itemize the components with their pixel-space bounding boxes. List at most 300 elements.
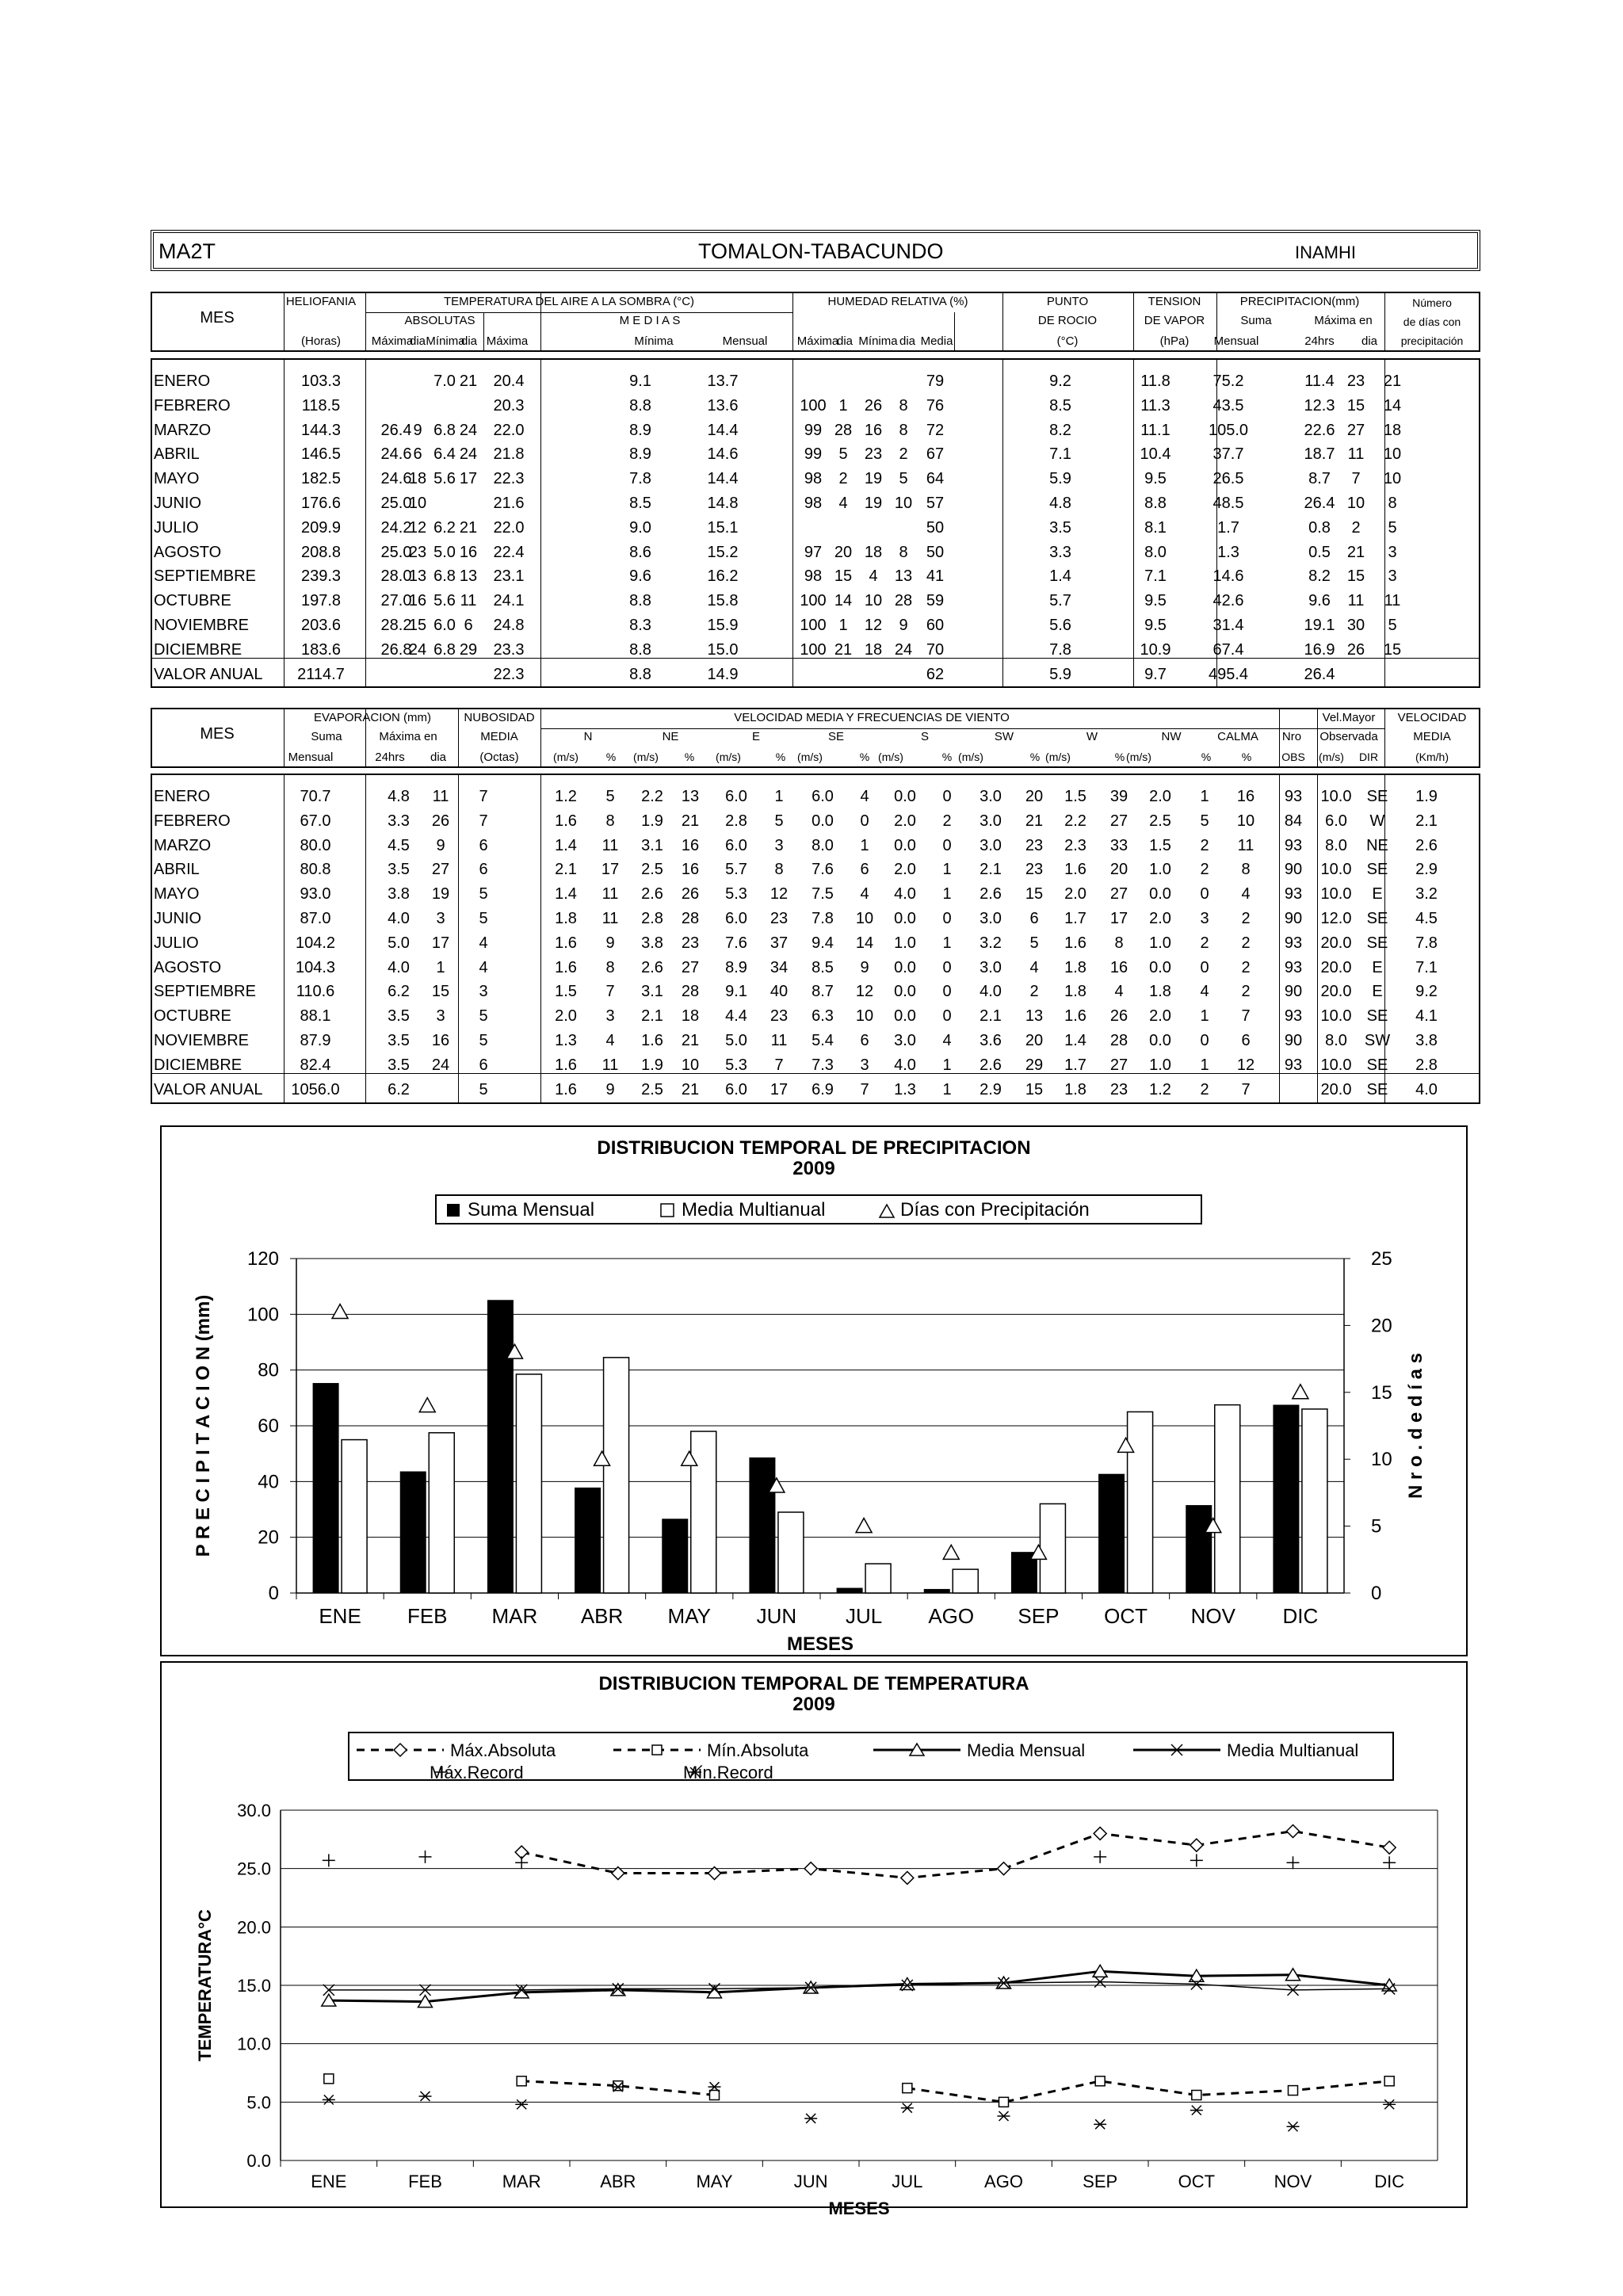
media-label: MEDIA <box>480 730 518 743</box>
data-point <box>1094 1851 1106 1863</box>
y-tick-label: 60 <box>258 1415 279 1437</box>
humedad-label: HUMEDAD RELATIVA (%) <box>827 295 968 308</box>
table-cell: 20 <box>1109 861 1128 879</box>
table-cell: 24 <box>431 1056 450 1074</box>
table-cell: 10 <box>681 1056 700 1074</box>
table-cell: 2.1 <box>641 1007 663 1026</box>
table-cell: 18 <box>681 1007 700 1026</box>
subheader-media: Media <box>920 334 953 348</box>
divider <box>540 728 1384 729</box>
mensual-label: Mensual <box>1213 334 1259 348</box>
table-cell: 18 <box>864 640 883 659</box>
table-cell: 59 <box>926 592 945 610</box>
ms-label: (m/s) <box>1126 751 1151 763</box>
table-cell: 8.8 <box>629 396 651 415</box>
table-cell: 8.8 <box>629 666 651 683</box>
bar-media-multianual <box>865 1564 891 1593</box>
table-cell: 6 <box>479 1056 488 1074</box>
table-cell: 1.4 <box>1064 1032 1086 1049</box>
divider <box>458 708 459 768</box>
table-cell: 4 <box>838 495 848 512</box>
table-cell: 2.1 <box>980 1007 1002 1026</box>
table-cell: 9.5 <box>1144 470 1167 488</box>
table-cell: 2.0 <box>894 812 916 830</box>
table-cell: 14.4 <box>707 421 739 439</box>
table-cell: 1 <box>1200 1056 1209 1074</box>
x-tick-label: JUN <box>793 2172 828 2191</box>
table-cell: 2.9 <box>1415 861 1438 879</box>
legend-swatch <box>661 1204 674 1217</box>
table-cell: 6 <box>413 445 422 464</box>
table-cell: 21 <box>1025 812 1044 830</box>
table-cell: 10 <box>855 910 874 927</box>
table-cell: 93.0 <box>300 885 331 904</box>
month-label: ENERO <box>154 372 211 390</box>
table-cell: 1.6 <box>641 1032 663 1049</box>
table-cell: 7 <box>479 788 488 805</box>
ms-label: (m/s) <box>878 751 903 763</box>
pct-label: % <box>1029 751 1041 763</box>
table-cell: 0.0 <box>812 812 834 830</box>
table-cell: 1 <box>838 396 848 415</box>
table-cell: 98 <box>804 495 823 512</box>
table-cell: 103.3 <box>300 372 342 390</box>
table-cell: 2.5 <box>641 861 663 879</box>
data-point <box>710 2090 720 2099</box>
table-cell: 21 <box>1383 372 1402 390</box>
y2-tick-label: 15 <box>1371 1381 1392 1404</box>
divider <box>1384 292 1385 352</box>
table-cell: 14.4 <box>707 470 739 488</box>
table-cell: 6 <box>860 1032 869 1049</box>
table-cell: 23 <box>681 934 700 952</box>
x-tick-label: FEB <box>407 1604 448 1628</box>
table-cell: 1.6 <box>555 958 577 976</box>
y2-tick-label: 5 <box>1371 1515 1382 1538</box>
table-cell: 2.8 <box>725 812 747 830</box>
table-cell: 15 <box>834 567 853 586</box>
table-cell: 27 <box>1346 421 1365 439</box>
table-cell: 3 <box>1200 910 1209 927</box>
table-cell: 16 <box>408 592 427 610</box>
table-cell: 24.2 <box>380 518 412 537</box>
y2-tick-label: 10 <box>1371 1449 1392 1471</box>
y-tick-label: 20 <box>258 1526 279 1549</box>
chart-title: DISTRIBUCION TEMPORAL DE TEMPERATURA <box>598 1673 1029 1694</box>
table-cell: 19 <box>864 470 883 488</box>
table-cell: 8.2 <box>1308 567 1331 586</box>
table-cell: 8 <box>899 421 908 439</box>
legend-label: Mín.Record <box>683 1763 773 1782</box>
ms-label: (m/s) <box>633 751 659 763</box>
table-cell: 6 <box>464 617 473 634</box>
table-cell: 13 <box>681 788 700 805</box>
table-cell: 28 <box>834 421 853 439</box>
table-cell: 12 <box>1236 1056 1255 1074</box>
table-cell: 93 <box>1284 836 1303 854</box>
table-cell: 20 <box>834 543 853 561</box>
table-cell: 16 <box>459 543 478 561</box>
table-cell: 495.4 <box>1208 666 1249 683</box>
table-cell: 7 <box>860 1081 869 1098</box>
table-cell: 4.4 <box>725 1007 747 1026</box>
evap-label: EVAPORACION (mm) <box>313 711 432 724</box>
table-cell: 20.4 <box>493 372 525 390</box>
table-cell: 1.6 <box>555 934 577 952</box>
table-cell: SE <box>1366 1081 1388 1098</box>
table-cell: 21 <box>681 1032 700 1049</box>
table-cell: 6 <box>1241 1032 1251 1049</box>
subheader-dia: dia <box>409 334 426 348</box>
table-cell: 13 <box>408 567 427 586</box>
table-cell: 7 <box>774 1056 784 1074</box>
table-cell: E <box>1372 983 1383 1001</box>
table-cell: 23 <box>1025 861 1044 879</box>
table-cell: 7.8 <box>629 470 651 488</box>
subheader-maxima: Máxima <box>486 334 529 348</box>
x-tick-label: SEP <box>1083 2172 1118 2191</box>
table-cell: 4 <box>860 788 869 805</box>
ms-label: (m/s) <box>958 751 983 763</box>
table-cell: 2 <box>1351 518 1361 537</box>
table-cell: 1.7 <box>1064 1056 1086 1074</box>
table-cell: 104.3 <box>295 958 336 976</box>
table-cell: 27 <box>681 958 700 976</box>
legend-label: Máx.Absoluta <box>450 1740 556 1760</box>
month-label: AGOSTO <box>154 543 222 561</box>
table-cell: 1 <box>1200 788 1209 805</box>
data-point <box>903 2084 912 2093</box>
table-cell: 25.0 <box>380 543 412 561</box>
table-cell: 8.1 <box>1144 518 1167 537</box>
divider <box>365 358 366 688</box>
table-cell: 26.4 <box>380 421 412 439</box>
table-cell: 23 <box>408 543 427 561</box>
table-cell: 8.2 <box>1049 421 1071 439</box>
table-cell: 13 <box>459 567 478 586</box>
table-cell: 1.0 <box>894 934 916 952</box>
divider <box>284 292 285 352</box>
table-cell: 23 <box>1025 836 1044 854</box>
table-cell: 9 <box>605 1081 615 1098</box>
table-cell: 3.0 <box>980 910 1002 927</box>
table-cell: 9.6 <box>629 567 651 586</box>
table-cell: 16 <box>1236 788 1255 805</box>
month-label: OCTUBRE <box>154 1007 231 1026</box>
table-cell: 6.0 <box>725 1081 747 1098</box>
y-tick-label: 25.0 <box>237 1859 271 1879</box>
precip-chart <box>160 1125 1468 1656</box>
table-cell: 110.6 <box>296 983 335 1001</box>
bar-media-multianual <box>604 1358 629 1593</box>
table-cell: 2.0 <box>555 1007 577 1026</box>
x-tick-label: AGO <box>984 2172 1023 2191</box>
table-cell: 1.6 <box>555 1056 577 1074</box>
point-dias-precipitacion <box>332 1305 348 1319</box>
table-cell: 15.8 <box>707 592 739 610</box>
table-cell: 5.3 <box>725 1056 747 1074</box>
table-cell: 25.0 <box>380 495 412 512</box>
table-cell: 7 <box>1241 1081 1251 1098</box>
divider <box>1002 358 1003 688</box>
table-cell: 2 <box>1241 983 1251 1001</box>
table-cell: 5.6 <box>1049 617 1071 634</box>
table-cell: 14 <box>855 934 874 952</box>
table-cell: 8.8 <box>629 592 651 610</box>
table-cell: 2.5 <box>641 1081 663 1098</box>
table-cell: 2 <box>899 445 908 464</box>
table-cell: 80.8 <box>300 861 331 879</box>
table-cell: 67 <box>926 445 945 464</box>
table-cell: 37.7 <box>1212 445 1244 464</box>
table-cell: 8.6 <box>629 543 651 561</box>
table-cell: 3 <box>860 1056 869 1074</box>
table-cell: 11 <box>601 836 619 854</box>
table-cell: 2.1 <box>1415 812 1438 830</box>
bar-media-multianual <box>691 1431 716 1593</box>
table-cell: 8.5 <box>812 958 834 976</box>
table-cell: 1.8 <box>1064 983 1086 1001</box>
data-point <box>999 2097 1009 2107</box>
table-cell: 9.5 <box>1144 617 1167 634</box>
table-cell: 5.0 <box>433 543 456 561</box>
table-cell: 100 <box>800 396 827 415</box>
table-cell: 12 <box>769 885 789 904</box>
table-cell: 5 <box>774 812 784 830</box>
table-cell: 2.2 <box>1064 812 1086 830</box>
table-cell: 0.0 <box>894 836 916 854</box>
table-cell: 3.6 <box>980 1032 1002 1049</box>
month-label: FEBRERO <box>154 396 231 415</box>
table-cell: 17 <box>1109 910 1128 927</box>
table-cell: 2.1 <box>555 861 577 879</box>
table-cell: 39 <box>1109 788 1128 805</box>
h24-label: 24hrs <box>1304 334 1335 348</box>
table-cell: 3.5 <box>388 1056 410 1074</box>
ms-label: (m/s) <box>1045 751 1071 763</box>
table-cell: 1.7 <box>1217 518 1239 537</box>
table-cell: 10 <box>1383 445 1402 464</box>
table-cell: 14.8 <box>707 495 739 512</box>
table-cell: 7.3 <box>812 1056 834 1074</box>
table-cell: 0.0 <box>1149 885 1171 904</box>
table-cell: 9 <box>413 421 422 439</box>
table-cell: 22.3 <box>493 470 525 488</box>
table-cell: 13.6 <box>707 396 739 415</box>
bar-media-multianual <box>516 1374 541 1593</box>
table-cell: 8.5 <box>629 495 651 512</box>
table-cell: 21.6 <box>493 495 525 512</box>
series-line <box>329 1982 1389 1990</box>
table-cell: 28.0 <box>380 567 412 586</box>
table-cell: 4 <box>479 934 488 952</box>
divider <box>151 1073 1480 1074</box>
table-cell: 8.0 <box>1325 836 1347 854</box>
numero-label: Número <box>1412 296 1452 309</box>
table-cell: 3.0 <box>980 812 1002 830</box>
table-cell: 3.2 <box>980 934 1002 952</box>
data-point <box>998 2111 1010 2121</box>
gradc-label: (°C) <box>1056 334 1079 348</box>
table-cell: 97 <box>804 543 823 561</box>
table-cell: 1.4 <box>555 885 577 904</box>
divider <box>792 292 793 352</box>
ms-label: (m/s) <box>1319 751 1344 763</box>
table-cell: 10 <box>1383 470 1402 488</box>
table-cell: 1.4 <box>555 836 577 854</box>
table-cell: 3 <box>774 836 784 854</box>
table-cell: 1 <box>942 1081 952 1098</box>
table-cell: 16 <box>681 836 700 854</box>
table-cell: 90 <box>1284 910 1303 927</box>
table-cell: 3.2 <box>1415 885 1438 904</box>
table-cell: 15.2 <box>707 543 739 561</box>
table-cell: 1.6 <box>555 1081 577 1098</box>
table-cell: 8.8 <box>1144 495 1167 512</box>
divider <box>1317 708 1318 768</box>
tension-label: TENSION <box>1148 295 1201 308</box>
data-point <box>324 2074 334 2084</box>
month-label: SEPTIEMBRE <box>154 983 256 1001</box>
dir-label: S <box>920 730 930 743</box>
table-cell: 5 <box>605 788 615 805</box>
table-cell: 5 <box>479 1007 488 1026</box>
table-cell: 3 <box>1388 543 1397 561</box>
table-cell: 144.3 <box>300 421 342 439</box>
table-cell: 21.8 <box>493 445 525 464</box>
data-point <box>901 2103 914 2113</box>
month-label: NOVIEMBRE <box>154 1032 250 1049</box>
table-cell: 23 <box>769 910 789 927</box>
table-cell: 7.1 <box>1049 445 1071 464</box>
table-cell: 1.8 <box>1064 958 1086 976</box>
table-cell: SW <box>1364 1032 1391 1049</box>
dia-label: dia <box>430 751 447 764</box>
table-cell: 19.1 <box>1304 617 1335 634</box>
table-cell: 19 <box>431 885 450 904</box>
divider <box>1384 774 1385 1104</box>
observada-label: Observada <box>1319 730 1378 743</box>
dir-label: SW <box>994 730 1014 743</box>
table-cell: 7 <box>605 983 615 1001</box>
table-cell: 2 <box>1241 910 1251 927</box>
hpa-label: (hPa) <box>1159 334 1190 348</box>
table-cell: 5.6 <box>433 470 456 488</box>
table-cell: 24 <box>894 640 913 659</box>
diascon-label: de días con <box>1403 315 1461 328</box>
table-cell: 1.8 <box>1064 1081 1086 1098</box>
media-label: MEDIA <box>1413 730 1451 743</box>
table-cell: 7.8 <box>1049 640 1071 659</box>
table-cell: W <box>1369 812 1385 830</box>
table-cell: 1056.0 <box>291 1081 340 1098</box>
x-tick-label: AGO <box>928 1604 975 1628</box>
table-cell: 2.8 <box>1415 1056 1438 1074</box>
legend-label: Días con Precipitación <box>900 1199 1090 1221</box>
divider <box>1384 708 1385 768</box>
x-tick-label: ABR <box>580 1604 624 1628</box>
table-cell: 42.6 <box>1212 592 1244 610</box>
x-tick-label: MAR <box>491 1604 538 1628</box>
y-axis-label: P R E C I P I T A C I O N (mm) <box>193 1294 214 1557</box>
table-cell: 0.8 <box>1308 518 1331 537</box>
table-cell: 1 <box>436 958 445 976</box>
x-tick-label: ABR <box>600 2172 636 2191</box>
velmayor-label: Vel.Mayor <box>1322 711 1376 724</box>
nro-label: Nro <box>1281 730 1302 743</box>
table-cell: 28 <box>1109 1032 1128 1049</box>
table-cell: 203.6 <box>300 617 342 634</box>
table-cell: 4.5 <box>1415 910 1438 927</box>
table-cell: 7 <box>1351 470 1361 488</box>
table-cell: 29 <box>1025 1056 1044 1074</box>
h24-label: 24hrs <box>375 751 405 764</box>
table-cell: 6.2 <box>388 983 410 1001</box>
table-cell: 3.8 <box>641 934 663 952</box>
data-point <box>901 1871 914 1884</box>
table-cell: 100 <box>800 592 827 610</box>
table-cell: 0.0 <box>894 983 916 1001</box>
table-cell: 1.0 <box>1149 861 1171 879</box>
table-cell: 9.1 <box>725 983 747 1001</box>
table-cell: 8.5 <box>1049 396 1071 415</box>
table-cell: 12.3 <box>1304 396 1335 415</box>
x-tick-label: JUN <box>756 1604 797 1628</box>
absolutas-label: ABSOLUTAS <box>404 314 475 327</box>
table-cell: 27 <box>1109 885 1128 904</box>
table-cell: 1 <box>942 1056 952 1074</box>
table-cell: 6.0 <box>725 788 747 805</box>
table-cell: 7.5 <box>812 885 834 904</box>
table-cell: 4 <box>860 885 869 904</box>
table-cell: 1.2 <box>555 788 577 805</box>
table-cell: 7 <box>479 812 488 830</box>
table-cell: 8 <box>1114 934 1124 952</box>
table-cell: E <box>1372 885 1383 904</box>
table-cell: 15 <box>431 983 450 1001</box>
table-cell: 2 <box>1029 983 1039 1001</box>
calma-label: CALMA <box>1217 730 1258 743</box>
table-cell: 104.2 <box>295 934 336 952</box>
divider <box>1133 358 1134 688</box>
table-cell: 2.6 <box>1415 836 1438 854</box>
y-tick-label: 100 <box>246 1304 279 1326</box>
dir-label: SE <box>827 730 845 743</box>
table-cell: 2.5 <box>1149 812 1171 830</box>
month-label: OCTUBRE <box>154 592 231 610</box>
table-cell: 23.1 <box>493 567 525 586</box>
table-cell: 5 <box>838 445 848 464</box>
table-cell: 26 <box>1109 1007 1128 1026</box>
precip-label: PRECIPITACION(mm) <box>1239 295 1360 308</box>
table-cell: 50 <box>926 543 945 561</box>
table-cell: 0.0 <box>894 910 916 927</box>
table-cell: 15 <box>1346 396 1365 415</box>
table-cell: 3.0 <box>980 836 1002 854</box>
month-label: ENERO <box>154 788 211 805</box>
table-cell: 5.7 <box>1049 592 1071 610</box>
table-cell: 1 <box>942 934 952 952</box>
table-cell: 93 <box>1284 788 1303 805</box>
medias-label: M E D I A S <box>619 314 681 327</box>
table-cell: 8.0 <box>1144 543 1167 561</box>
table-cell: 8.9 <box>629 445 651 464</box>
table-cell: 11 <box>1237 836 1254 854</box>
x-tick-label: MAY <box>696 2172 733 2191</box>
bar-suma-mensual <box>313 1384 338 1593</box>
table-cell: 4.0 <box>388 910 410 927</box>
x-tick-label: FEB <box>408 2172 442 2191</box>
